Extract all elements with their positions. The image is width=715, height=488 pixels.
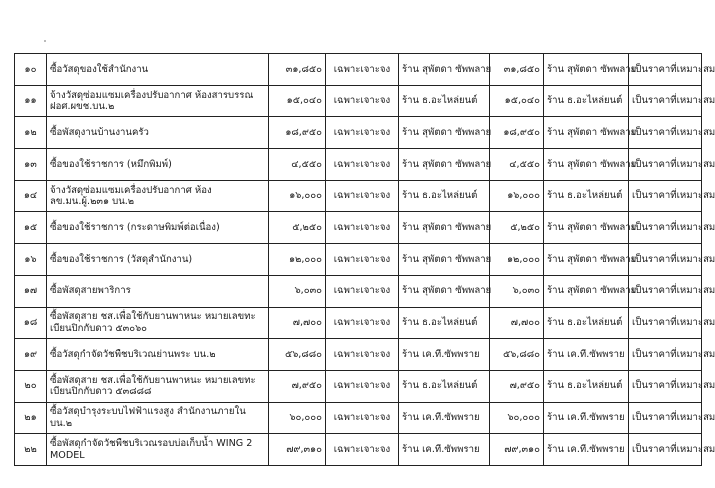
- table-row: [15, 370, 702, 402]
- selection-reason: เป็นราคาที่เหมาะสม: [629, 54, 702, 86]
- budget-amount: ๑๕,๐๔๐: [269, 85, 326, 117]
- item-description: ซื้อวัสดุของใช้สำนักงาน: [47, 54, 269, 86]
- bidder-name: ร้าน ธ.อะไหล่ยนต์: [399, 180, 490, 212]
- procurement-method: เฉพาะเจาะจง: [326, 244, 399, 276]
- budget-amount: ๗๙,๓๑๐: [269, 434, 326, 466]
- bid-price: ๑๒,๐๐๐: [490, 244, 544, 276]
- item-description: ซื้อของใช้ราชการ (หมึกพิมพ์): [47, 149, 269, 181]
- selection-reason: เป็นราคาที่เหมาะสม: [629, 180, 702, 212]
- item-description: ซื้อของใช้ราชการ (วัสดุสำนักงาน): [47, 244, 269, 276]
- budget-amount: ๑๖,๐๐๐: [269, 180, 326, 212]
- table-row: [15, 85, 702, 117]
- procurement-method: เฉพาะเจาะจง: [326, 402, 399, 434]
- table-row: [15, 212, 702, 244]
- selection-reason: เป็นราคาที่เหมาะสม: [629, 117, 702, 149]
- bid-price: ๑๘,๙๕๐: [490, 117, 544, 149]
- procurement-method: เฉพาะเจาะจง: [326, 275, 399, 307]
- bid-price: ๗,๙๕๐: [490, 370, 544, 402]
- row-number: ๑๓: [15, 149, 47, 181]
- budget-amount: ๕๖,๘๘๐: [269, 339, 326, 371]
- budget-amount: ๗,๙๕๐: [269, 370, 326, 402]
- bid-price: ๕,๒๕๐: [490, 212, 544, 244]
- budget-amount: ๗,๗๐๐: [269, 307, 326, 339]
- row-number: ๑๒: [15, 117, 47, 149]
- bid-price: ๖,๐๓๐: [490, 275, 544, 307]
- item-description: ซื้อพัสดุสายพาริการ: [47, 275, 269, 307]
- row-number: ๑๑: [15, 85, 47, 117]
- selection-reason: เป็นราคาที่เหมาะสม: [629, 402, 702, 434]
- table-row: [15, 117, 702, 149]
- table-row: [15, 275, 702, 307]
- procurement-method: เฉพาะเจาะจง: [326, 85, 399, 117]
- selection-reason: เป็นราคาที่เหมาะสม: [629, 434, 702, 466]
- item-description: ซื้อพัสดุสาย ชส.เพื่อใช้กับยานพาหนะ หมายเลขทะเบียนปิกกับดาว ๕๓๐๖๐: [47, 307, 269, 339]
- procurement-method: เฉพาะเจาะจง: [326, 149, 399, 181]
- row-number: ๑๐: [15, 54, 47, 86]
- procurement-table: [14, 53, 715, 466]
- budget-amount: ๑๒,๐๐๐: [269, 244, 326, 276]
- selection-reason: เป็นราคาที่เหมาะสม: [629, 339, 702, 371]
- bidder-name: ร้าน สุพัตดา ซัพพลาย: [399, 244, 490, 276]
- winner-name: ร้าน สุพัตดา ซัพพลาย: [544, 212, 629, 244]
- bid-price: ๔,๕๕๐: [490, 149, 544, 181]
- winner-name: ร้าน เค.ที.ซัพพราย: [544, 402, 629, 434]
- item-description: จ้างวัสดุซ่อมแซมเครื่องปรับอากาศ ห้องสารบรรณ ฝอศ.ผขช.บน.๒: [47, 85, 269, 117]
- winner-name: ร้าน เค.ที.ซัพพราย: [544, 434, 629, 466]
- bidder-name: ร้าน เค.ที.ซัพพราย: [399, 402, 490, 434]
- row-number: ๑๕: [15, 212, 47, 244]
- bid-price: ๖๐,๐๐๐: [490, 402, 544, 434]
- item-description: ซื้อของใช้ราชการ (กระดาษพิมพ์ต่อเนื่อง): [47, 212, 269, 244]
- winner-name: ร้าน สุพัตดา ซัพพลาย: [544, 275, 629, 307]
- row-number: ๑๘: [15, 307, 47, 339]
- row-number: ๒๑: [15, 402, 47, 434]
- budget-amount: ๕,๒๕๐: [269, 212, 326, 244]
- bid-price: ๕๖,๘๘๐: [490, 339, 544, 371]
- bid-price: ๑๖,๐๐๐: [490, 180, 544, 212]
- procurement-method: เฉพาะเจาะจง: [326, 307, 399, 339]
- bid-price: ๗๙,๓๑๐: [490, 434, 544, 466]
- bidder-name: ร้าน สุพัตดา ซัพพลาย: [399, 275, 490, 307]
- procurement-method: เฉพาะเจาะจง: [326, 117, 399, 149]
- winner-name: ร้าน เค.ที.ซัพพราย: [544, 339, 629, 371]
- winner-name: ร้าน สุพัตดา ซัพพลาย: [544, 54, 629, 86]
- budget-amount: ๓๑,๘๕๐: [269, 54, 326, 86]
- bid-price: ๑๕,๐๔๐: [490, 85, 544, 117]
- bidder-name: ร้าน สุพัตดา ซัพพลาย: [399, 212, 490, 244]
- page-dot: [44, 40, 46, 42]
- bidder-name: ร้าน สุพัตดา ซัพพลาย: [399, 149, 490, 181]
- selection-reason: เป็นราคาที่เหมาะสม: [629, 275, 702, 307]
- procurement-method: เฉพาะเจาะจง: [326, 339, 399, 371]
- bid-price: ๓๑,๘๕๐: [490, 54, 544, 86]
- row-number: ๑๖: [15, 244, 47, 276]
- selection-reason: เป็นราคาที่เหมาะสม: [629, 244, 702, 276]
- item-description: จ้างวัสดุซ่อมแซมเครื่องปรับอากาศ ห้อง ลข.มน.ผู้.๒๓๑ บน.๒: [47, 180, 269, 212]
- procurement-method: เฉพาะเจาะจง: [326, 434, 399, 466]
- winner-name: ร้าน สุพัตดา ซัพพลาย: [544, 117, 629, 149]
- row-number: ๑๗: [15, 275, 47, 307]
- winner-name: ร้าน สุพัตดา ซัพพลาย: [544, 244, 629, 276]
- selection-reason: เป็นราคาที่เหมาะสม: [629, 212, 702, 244]
- table-row: [15, 180, 702, 212]
- item-description: ซื้อวัสดุกำจัดวัชพืชบริเวณย่านพระ บน.๒: [47, 339, 269, 371]
- table-row: [15, 54, 702, 86]
- procurement-method: เฉพาะเจาะจง: [326, 180, 399, 212]
- budget-amount: ๔,๕๕๐: [269, 149, 326, 181]
- table-row: [15, 307, 702, 339]
- bidder-name: ร้าน สุพัตดา ซัพพลาย: [399, 54, 490, 86]
- item-description: ซื้อพัสดุงานบ้านงานครัว: [47, 117, 269, 149]
- selection-reason: เป็นราคาที่เหมาะสม: [629, 307, 702, 339]
- item-description: ซื้อพัสดุกำจัดวัชพืชบริเวณรอบบ่อเก็บน้ำ WING 2 MODEL: [47, 434, 269, 466]
- table-row: [15, 244, 702, 276]
- row-number: ๑๙: [15, 339, 47, 371]
- table-row: [15, 339, 702, 371]
- table-row: [15, 434, 702, 466]
- selection-reason: เป็นราคาที่เหมาะสม: [629, 370, 702, 402]
- bidder-name: ร้าน เค.ที.ซัพพราย: [399, 339, 490, 371]
- bidder-name: ร้าน ธ.อะไหล่ยนต์: [399, 370, 490, 402]
- bidder-name: ร้าน ธ.อะไหล่ยนต์: [399, 85, 490, 117]
- table-row: [15, 149, 702, 181]
- selection-reason: เป็นราคาที่เหมาะสม: [629, 149, 702, 181]
- winner-name: ร้าน ธ.อะไหล่ยนต์: [544, 307, 629, 339]
- budget-amount: ๖๐,๐๐๐: [269, 402, 326, 434]
- procurement-method: เฉพาะเจาะจง: [326, 212, 399, 244]
- budget-amount: ๑๘,๙๕๐: [269, 117, 326, 149]
- winner-name: ร้าน ธ.อะไหล่ยนต์: [544, 370, 629, 402]
- row-number: ๑๔: [15, 180, 47, 212]
- bidder-name: ร้าน ธ.อะไหล่ยนต์: [399, 307, 490, 339]
- budget-amount: ๖,๐๓๐: [269, 275, 326, 307]
- winner-name: ร้าน สุพัตดา ซัพพลาย: [544, 149, 629, 181]
- winner-name: ร้าน ธ.อะไหล่ยนต์: [544, 85, 629, 117]
- row-number: ๒๒: [15, 434, 47, 466]
- item-description: ซื้อวัสดุบำรุงระบบไฟฟ้าแรงสูง สำนักงานภายใน บน.๒: [47, 402, 269, 434]
- bidder-name: ร้าน สุพัตดา ซัพพลาย: [399, 117, 490, 149]
- procurement-method: เฉพาะเจาะจง: [326, 54, 399, 86]
- winner-name: ร้าน ธ.อะไหล่ยนต์: [544, 180, 629, 212]
- row-number: ๒๐: [15, 370, 47, 402]
- selection-reason: เป็นราคาที่เหมาะสม: [629, 85, 702, 117]
- procurement-method: เฉพาะเจาะจง: [326, 370, 399, 402]
- bid-price: ๗,๗๐๐: [490, 307, 544, 339]
- bidder-name: ร้าน เค.ที.ซัพพราย: [399, 434, 490, 466]
- table-row: [15, 402, 702, 434]
- item-description: ซื้อพัสดุสาย ชส.เพื่อใช้กับยานพาหนะ หมายเลขทะเบียนปิกกับดาว ๕๓๘๘๘: [47, 370, 269, 402]
